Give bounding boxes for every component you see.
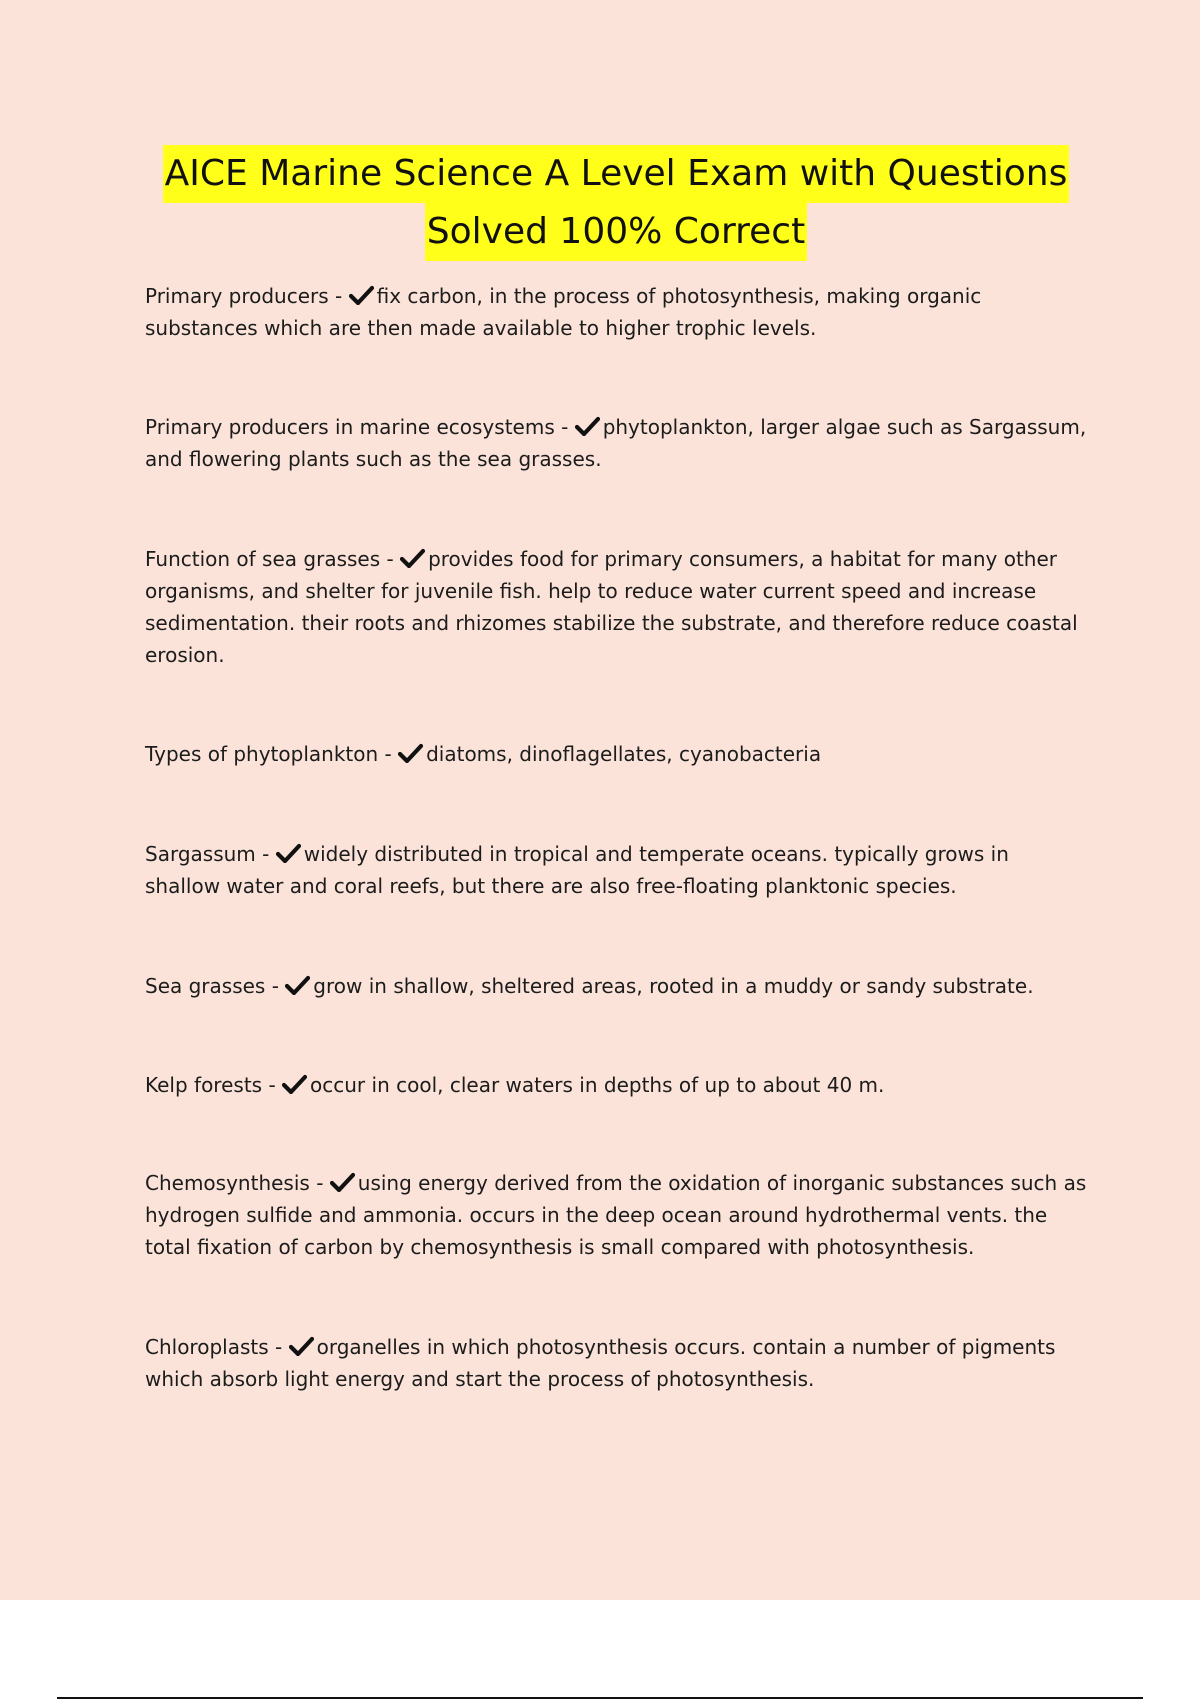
qa-definition: organelles in which photosynthesis occurs. contain a number of pigments which absorb light energy and start the process of photosynthesis. <box>145 1335 1056 1391</box>
check-icon <box>398 743 423 763</box>
qa-term: Kelp forests <box>145 1073 263 1097</box>
qa-term: Types of phytoplankton <box>145 742 379 766</box>
title-line-1: AICE Marine Science A Level Exam with Questions <box>163 145 1070 203</box>
qa-item <box>145 1331 1090 1395</box>
qa-definition: phytoplankton, larger algae such as Sargassum, and flowering plants such as the sea grasses. <box>145 415 1087 471</box>
qa-item <box>145 970 1090 1002</box>
qa-item <box>145 411 1090 475</box>
qa-separator: - <box>335 284 343 308</box>
qa-separator: - <box>316 1171 324 1195</box>
qa-item <box>145 738 1090 770</box>
check-icon <box>276 843 301 863</box>
qa-term: Function of sea grasses <box>145 547 381 571</box>
check-icon <box>285 975 310 995</box>
check-icon <box>330 1172 355 1192</box>
qa-separator: - <box>275 1335 283 1359</box>
check-icon <box>400 548 425 568</box>
qa-term: Chemosynthesis <box>145 1171 310 1195</box>
document-title <box>120 145 1112 261</box>
qa-separator: - <box>384 742 392 766</box>
qa-item <box>145 1069 1090 1101</box>
qa-definition: grow in shallow, sheltered areas, rooted in a muddy or sandy substrate. <box>313 974 1034 998</box>
qa-definition: widely distributed in tropical and temperate oceans. typically grows in shallow water and coral reefs, but there are also free-floating planktonic species. <box>145 842 1009 898</box>
title-line-2: Solved 100% Correct <box>425 203 807 261</box>
check-icon <box>349 285 374 305</box>
qa-item <box>145 838 1090 902</box>
qa-separator: - <box>271 974 279 998</box>
qa-definition: fix carbon, in the process of photosynthesis, making organic substances which are then made available to higher trophic levels. <box>145 284 982 340</box>
qa-definition: using energy derived from the oxidation of inorganic substances such as hydrogen sulfide and ammonia. occurs in the deep ocean around hydrothermal vents. the total fixation of carbon by chemosynthesis is small compared with photosynthesis. <box>145 1171 1087 1259</box>
check-icon <box>289 1336 314 1356</box>
qa-term: Primary producers <box>145 284 329 308</box>
qa-item <box>145 1167 1090 1263</box>
qa-definition: provides food for primary consumers, a habitat for many other organisms, and shelter for juvenile fish. help to reduce water current speed and increase sedimentation. their roots and rhizomes stabilize the substrate, and therefore reduce coastal erosion. <box>145 547 1078 667</box>
qa-term: Sargassum <box>145 842 256 866</box>
footer-rule <box>57 1697 1143 1699</box>
check-icon <box>575 416 600 436</box>
qa-term: Chloroplasts <box>145 1335 269 1359</box>
qa-separator: - <box>268 1073 276 1097</box>
qa-separator: - <box>561 415 569 439</box>
check-icon <box>282 1074 307 1094</box>
qa-separator: - <box>262 842 270 866</box>
qa-definition: diatoms, dinoflagellates, cyanobacteria <box>426 742 822 766</box>
qa-item <box>145 280 1090 344</box>
qa-term: Sea grasses <box>145 974 266 998</box>
qa-term: Primary producers in marine ecosystems <box>145 415 555 439</box>
qa-separator: - <box>386 547 394 571</box>
qa-item <box>145 543 1090 671</box>
qa-definition: occur in cool, clear waters in depths of up to about 40 m. <box>310 1073 885 1097</box>
